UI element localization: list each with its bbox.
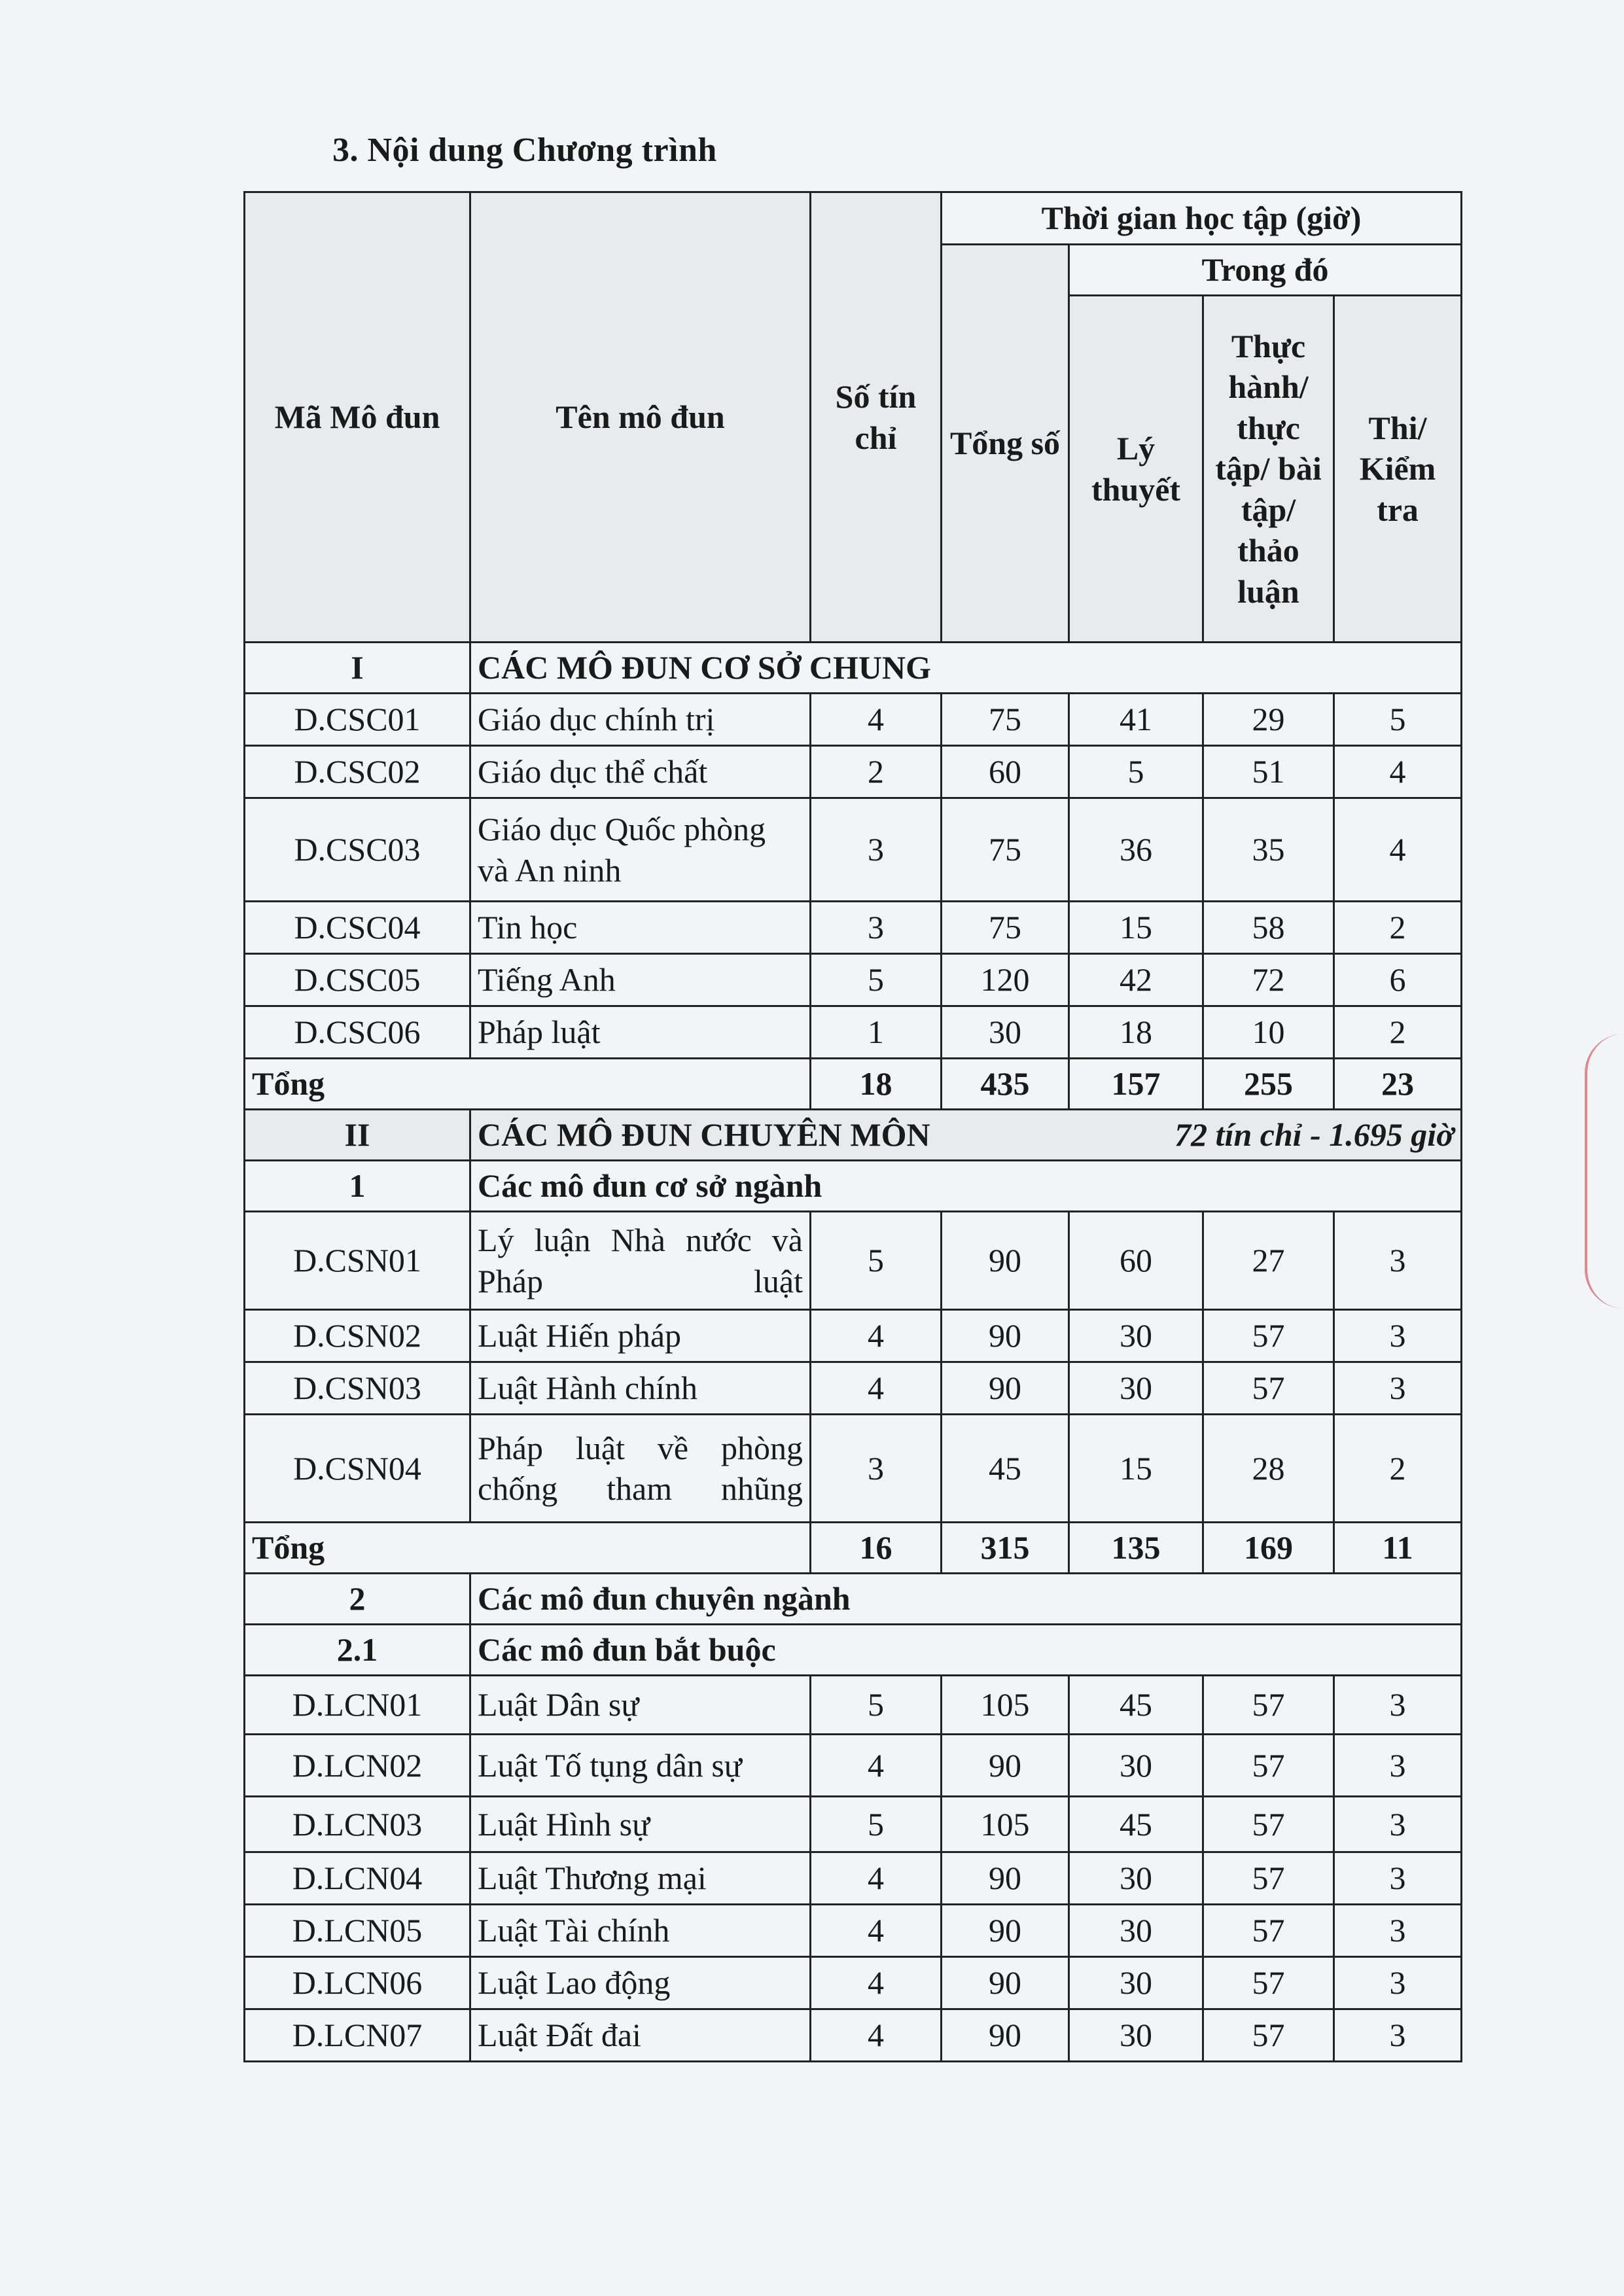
theory-cell: 30 [1069,1735,1203,1797]
module-name: Tin học [470,902,811,954]
practice-cell: 57 [1203,1676,1334,1735]
exam-cell: 4 [1334,746,1462,798]
section-number: I [245,643,470,694]
practice-cell: 57 [1203,1735,1334,1797]
module-name: Giáo dục thể chất [470,746,811,798]
module-code: D.CSN04 [245,1415,470,1523]
credit-cell: 3 [811,902,942,954]
section-title: CÁC MÔ ĐUN CHUYÊN MÔN [478,1116,930,1154]
total-theory: 157 [1069,1059,1203,1110]
total-hours-cell: 75 [942,798,1069,902]
total-hours-cell: 90 [942,1852,1069,1905]
table-row [245,954,1462,1006]
total-exam: 23 [1334,1059,1462,1110]
module-name: Luật Lao động [470,1957,811,2009]
table-row [245,1212,1462,1310]
module-name: Luật Thương mại [470,1852,811,1905]
table-row [245,1852,1462,1905]
credit-cell: 1 [811,1006,942,1059]
module-code: D.CSC01 [245,694,470,746]
total-hours-cell: 105 [942,1676,1069,1735]
table-row [245,1957,1462,2009]
practice-cell: 27 [1203,1212,1334,1310]
theory-cell: 45 [1069,1676,1203,1735]
exam-cell: 3 [1334,2009,1462,2062]
header-ma: Mã Mô đun [245,192,470,643]
module-code: D.CSN02 [245,1310,470,1362]
credit-cell: 4 [811,1310,942,1362]
section-note: 72 tín chỉ - 1.695 giờ [1174,1116,1455,1154]
module-code: D.CSN03 [245,1362,470,1415]
total-practice: 255 [1203,1059,1334,1110]
exam-cell: 2 [1334,1415,1462,1523]
module-name: Luật Tài chính [470,1905,811,1957]
credit-cell: 4 [811,1905,942,1957]
table-row [245,798,1462,902]
table-row [245,1905,1462,1957]
module-code: D.LCN05 [245,1905,470,1957]
subsection-title: Các mô đun chuyên ngành [470,1574,1462,1625]
exam-cell: 3 [1334,1212,1462,1310]
total-hours-cell: 60 [942,746,1069,798]
page-title: 3. Nội dung Chương trình [332,132,717,169]
exam-cell: 3 [1334,1957,1462,2009]
theory-cell: 18 [1069,1006,1203,1059]
total-row [245,1059,1462,1110]
total-hours-cell: 45 [942,1415,1069,1523]
exam-cell: 2 [1334,902,1462,954]
module-code: D.CSC04 [245,902,470,954]
module-name: Luật Hành chính [470,1362,811,1415]
theory-cell: 15 [1069,1415,1203,1523]
theory-cell: 30 [1069,2009,1203,2062]
module-code: D.CSC02 [245,746,470,798]
total-row [245,1523,1462,1574]
total-hours-cell: 75 [942,694,1069,746]
credit-cell: 4 [811,1362,942,1415]
total-exam: 11 [1334,1523,1462,1574]
table-row [245,1797,1462,1852]
header-ten: Tên mô đun [470,192,811,643]
module-name: Luật Hiến pháp [470,1310,811,1362]
exam-cell: 3 [1334,1905,1462,1957]
theory-cell: 41 [1069,694,1203,746]
header-tong-so: Tổng số [942,245,1069,643]
red-stamp-fragment [1585,1034,1624,1309]
header-thoi-gian: Thời gian học tập (giờ) [942,192,1462,245]
practice-cell: 51 [1203,746,1334,798]
practice-cell: 57 [1203,1957,1334,2009]
practice-cell: 57 [1203,1905,1334,1957]
table-row [245,694,1462,746]
header-so-tin-chi: Số tín chỉ [811,192,942,643]
module-name: Luật Đất đai [470,2009,811,2062]
section-title-cell [470,1110,1462,1161]
practice-cell: 28 [1203,1415,1334,1523]
exam-cell: 4 [1334,798,1462,902]
module-code: D.CSC06 [245,1006,470,1059]
table-row [245,1006,1462,1059]
practice-cell: 29 [1203,694,1334,746]
module-name: Giáo dục chính trị [470,694,811,746]
section-number: II [245,1110,470,1161]
table-row [245,1415,1462,1523]
theory-cell: 30 [1069,1905,1203,1957]
total-hours-cell: 90 [942,1310,1069,1362]
exam-cell: 2 [1334,1006,1462,1059]
module-name: Luật Hình sự [470,1797,811,1852]
section-title: CÁC MÔ ĐUN CƠ SỞ CHUNG [470,643,1462,694]
table-row [245,1676,1462,1735]
curriculum-table [243,191,1462,2062]
total-credit: 16 [811,1523,942,1574]
module-code: D.LCN06 [245,1957,470,2009]
credit-cell: 4 [811,1735,942,1797]
total-hours-cell: 90 [942,2009,1069,2062]
practice-cell: 10 [1203,1006,1334,1059]
module-name: Giáo dục Quốc phòng và An ninh [470,798,811,902]
module-name: Tiếng Anh [470,954,811,1006]
theory-cell: 15 [1069,902,1203,954]
subsection-number: 2.1 [245,1625,470,1676]
practice-cell: 57 [1203,1852,1334,1905]
total-hours-cell: 120 [942,954,1069,1006]
credit-cell: 5 [811,1212,942,1310]
total-hours-cell: 90 [942,1905,1069,1957]
theory-cell: 30 [1069,1310,1203,1362]
module-code: D.LCN07 [245,2009,470,2062]
total-hours-cell: 90 [942,1212,1069,1310]
subsection-number: 1 [245,1161,470,1212]
table-row [245,746,1462,798]
module-code: D.LCN04 [245,1852,470,1905]
credit-cell: 4 [811,2009,942,2062]
credit-cell: 4 [811,1957,942,2009]
theory-cell: 30 [1069,1852,1203,1905]
total-hours-cell: 90 [942,1735,1069,1797]
subsection-title: Các mô đun cơ sở ngành [470,1161,1462,1212]
credit-cell: 3 [811,1415,942,1523]
credit-cell: 4 [811,1852,942,1905]
total-theory: 135 [1069,1523,1203,1574]
practice-cell: 57 [1203,2009,1334,2062]
module-code: D.LCN01 [245,1676,470,1735]
total-hours: 315 [942,1523,1069,1574]
module-name: Luật Dân sự [470,1676,811,1735]
subsection-number: 2 [245,1574,470,1625]
theory-cell: 45 [1069,1797,1203,1852]
module-code: D.LCN02 [245,1735,470,1797]
module-code: D.CSN01 [245,1212,470,1310]
table-row [245,902,1462,954]
theory-cell: 30 [1069,1362,1203,1415]
total-hours-cell: 75 [942,902,1069,954]
total-hours-cell: 30 [942,1006,1069,1059]
theory-cell: 60 [1069,1212,1203,1310]
header-ly-thuyet: Lý thuyết [1069,296,1203,643]
exam-cell: 5 [1334,694,1462,746]
total-label: Tổng [245,1059,811,1110]
credit-cell: 5 [811,1676,942,1735]
module-code: D.CSC05 [245,954,470,1006]
module-name: Luật Tố tụng dân sự [470,1735,811,1797]
total-hours-cell: 105 [942,1797,1069,1852]
exam-cell: 3 [1334,1797,1462,1852]
table-row [245,1362,1462,1415]
theory-cell: 30 [1069,1957,1203,2009]
table-row [245,1735,1462,1797]
subsection-title: Các mô đun bắt buộc [470,1625,1462,1676]
practice-cell: 57 [1203,1310,1334,1362]
practice-cell: 57 [1203,1797,1334,1852]
practice-cell: 57 [1203,1362,1334,1415]
table-row [245,2009,1462,2062]
practice-cell: 58 [1203,902,1334,954]
credit-cell: 2 [811,746,942,798]
total-hours: 435 [942,1059,1069,1110]
credit-cell: 3 [811,798,942,902]
exam-cell: 6 [1334,954,1462,1006]
theory-cell: 36 [1069,798,1203,902]
exam-cell: 3 [1334,1735,1462,1797]
exam-cell: 3 [1334,1676,1462,1735]
practice-cell: 72 [1203,954,1334,1006]
credit-cell: 5 [811,1797,942,1852]
theory-cell: 5 [1069,746,1203,798]
module-name: Pháp luật [470,1006,811,1059]
theory-cell: 42 [1069,954,1203,1006]
total-credit: 18 [811,1059,942,1110]
module-name: Pháp luật về phòng chống tham nhũng [470,1415,811,1523]
module-name: Lý luận Nhà nước và Pháp luật [470,1212,811,1310]
credit-cell: 4 [811,694,942,746]
credit-cell: 5 [811,954,942,1006]
total-hours-cell: 90 [942,1957,1069,2009]
module-code: D.LCN03 [245,1797,470,1852]
total-label: Tổng [245,1523,811,1574]
total-hours-cell: 90 [942,1362,1069,1415]
header-thi: Thi/ Kiểm tra [1334,296,1462,643]
exam-cell: 3 [1334,1310,1462,1362]
header-trong-do: Trong đó [1069,245,1462,296]
exam-cell: 3 [1334,1362,1462,1415]
module-code: D.CSC03 [245,798,470,902]
total-practice: 169 [1203,1523,1334,1574]
header-thuc-hanh: Thực hành/ thực tập/ bài tập/ thảo luận [1203,296,1334,643]
practice-cell: 35 [1203,798,1334,902]
exam-cell: 3 [1334,1852,1462,1905]
table-row [245,1310,1462,1362]
